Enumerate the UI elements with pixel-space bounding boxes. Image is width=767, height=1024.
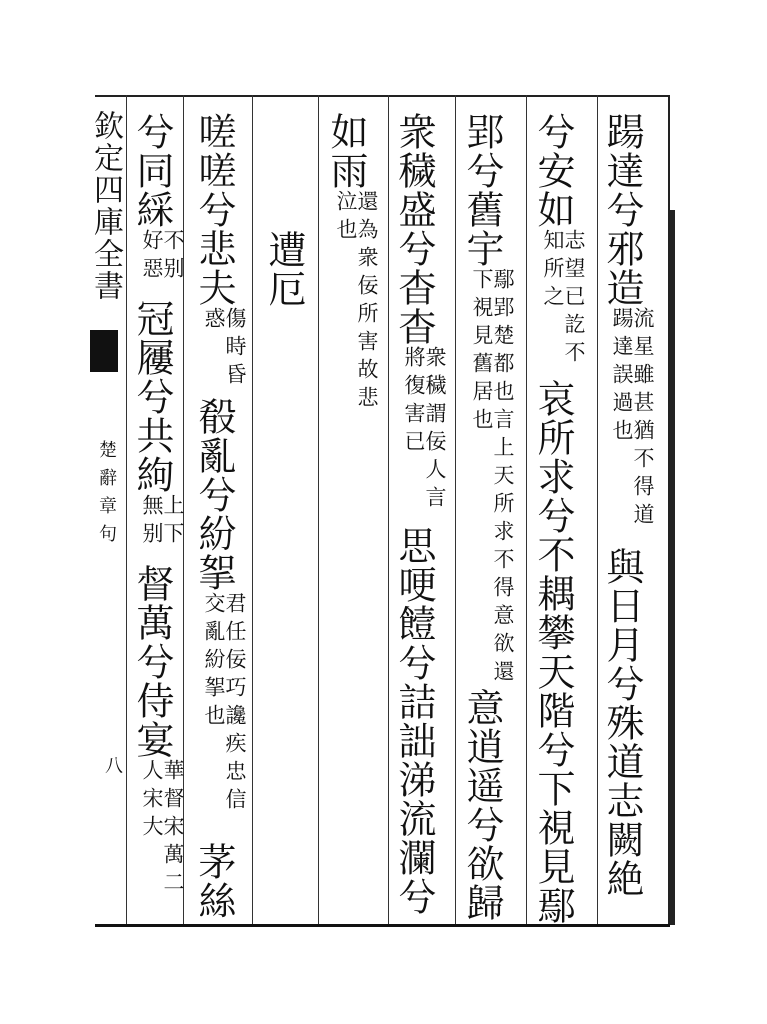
column-rule <box>597 95 598 924</box>
margin-title: 欽定四庫全書 <box>88 110 123 302</box>
column-rule <box>252 95 253 924</box>
column-rule <box>526 95 527 924</box>
commentary-note: 還為衆佞所害故悲泣也 <box>334 190 379 414</box>
main-text: 衆穢盛兮杳杳 <box>392 112 436 346</box>
main-text: 冠屨兮共絇 <box>130 299 174 494</box>
main-text: 兮安如 <box>531 112 575 229</box>
commentary-note: 華督宋萬二人宋大 <box>140 759 185 899</box>
margin-book-title: 楚辭章句 <box>96 440 117 552</box>
main-text: 兮同綵 <box>130 112 174 229</box>
main-text: 哀所求兮不耦攀天階兮下視見鄢 <box>531 379 575 925</box>
column-rule <box>126 95 127 924</box>
main-text: 踼達兮邪造 <box>600 112 644 307</box>
main-text: 意逍遥兮欲歸 <box>460 688 504 922</box>
main-text: 嗟嗟兮悲夫 <box>192 112 236 307</box>
text-column-4 <box>392 112 447 916</box>
main-text: 思哽饐兮詰詘涕流瀾兮 <box>392 526 436 916</box>
page-number: 八 <box>102 756 123 774</box>
commentary-note: 上下無别 <box>140 494 185 550</box>
column-rule <box>455 95 456 924</box>
commentary-note: 傷時昏惑 <box>202 307 247 391</box>
main-text: 茅絲 <box>192 842 236 920</box>
section-heading <box>262 230 306 308</box>
column-rule <box>388 95 389 924</box>
commentary-note: 君任佞巧讒疾忠信交亂紛挐也 <box>202 592 247 816</box>
commentary-note: 志望已訖不知所之 <box>541 229 586 369</box>
main-text: 郢兮舊宇 <box>460 112 504 268</box>
commentary-note: 流星雖甚猶不得道踼達誤過也 <box>610 307 655 531</box>
text-column-3 <box>460 112 515 922</box>
text-column-2 <box>531 112 586 925</box>
fishtail-mark <box>90 330 118 372</box>
text-column-8 <box>130 112 185 899</box>
commentary-note: 不别好惡 <box>140 229 185 285</box>
commentary-note: 衆穢謂佞人言將復害已 <box>402 346 447 514</box>
main-text: 殽亂兮紛挐 <box>192 397 236 592</box>
page-frame-top <box>95 95 670 97</box>
main-text: 如雨 <box>324 112 368 190</box>
main-text: 與日月兮殊道志闕絶 <box>600 547 644 898</box>
main-text: 督萬兮侍宴 <box>130 564 174 759</box>
page-edge-shadow <box>670 210 675 925</box>
text-column-5 <box>324 112 379 440</box>
heading-text: 遭厄 <box>262 230 306 308</box>
text-column-1 <box>600 112 655 898</box>
column-rule <box>318 95 319 924</box>
commentary-note: 鄢郢楚都也言上天所求不得意欲還下視見舊居也 <box>470 268 515 688</box>
text-column-7 <box>192 112 247 920</box>
